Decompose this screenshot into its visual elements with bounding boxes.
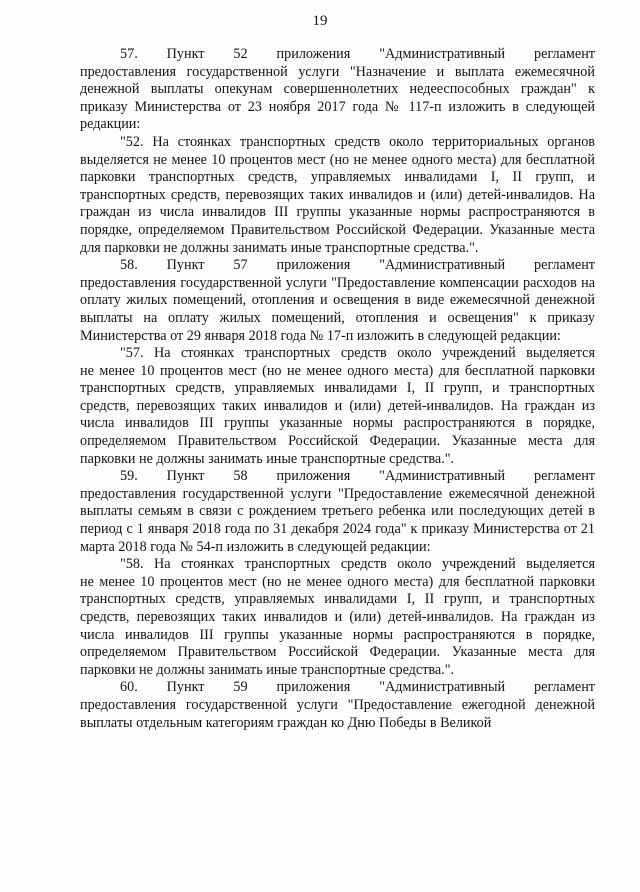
quote-58 <box>80 556 595 679</box>
quote-57-body: не менее 10 процентов мест (но не менее одного места) для бесплатной парковки транспортных средств, управляемых инвалидами I, II групп, и транспортных средств, перевозящих таких инвалидов и (или) детей-инвалидов. На граждан из числа инвалидов III группы указанные нормы распространяются в порядке, определяемом Правительством Российской Федерации. Указанные места для парковки не должны занимать иные транспортные средства.". <box>80 362 595 467</box>
paragraph-58-first-line: 58. Пункт 57 приложения "Административный регламент <box>120 257 595 274</box>
paragraph-60-first-line: 60. Пункт 59 приложения "Административный регламент <box>120 679 595 696</box>
quote-57-first-line: "57. На стоянках транспортных средств около учреждений выделяется <box>120 345 595 362</box>
paragraph-59 <box>80 468 595 556</box>
paragraph-57-first-line: 57. Пункт 52 приложения "Административный регламент <box>120 46 595 62</box>
paragraph-60 <box>80 679 595 732</box>
paragraph-57 <box>80 46 595 134</box>
paragraph-58 <box>80 257 595 345</box>
paragraph-59-body: предоставления государственной услуги "Предоставление ежемесячной денежной выплаты семьям в связи с рождением третьего ребенка или последующих детей в период с 1 января 2018 года по 31 декабря 2024 года" к приказу Министерства от 21 марта 2018 года № 54-п изложить в следующей редакции: <box>80 485 595 555</box>
page-number: 19 <box>312 13 328 29</box>
quote-57 <box>80 345 595 468</box>
quote-52-first-line: "52. На стоянках транспортных средств около территориальных органов <box>120 133 595 150</box>
quote-58-body: не менее 10 процентов мест (но не менее одного места) для бесплатной парковки транспортных средств, управляемых инвалидами I, II групп, и транспортных средств, перевозящих таких инвалидов и (или) детей-инвалидов. На граждан из числа инвалидов III группы указанные нормы распространяются в порядке, определяемом Правительством Российской Федерации. Указанные места для парковки не должны занимать иные транспортные средства.". <box>80 573 595 678</box>
paragraph-60-body: предоставления государственной услуги "Предоставление ежегодной денежной выплаты отдельным категориям граждан ко Дню Победы в Великой <box>80 696 595 731</box>
quote-52-body: выделяется не менее 10 процентов мест (но не менее одного места) для бесплатной парковки транспортных средств, управляемых инвалидами I, II групп, и транспортных средств, перевозящих таких инвалидов и (или) детей-инвалидов. На граждан из числа инвалидов III группы указанные нормы распространяются в порядке, определяемом Правительством Российской Федерации. Указанные места для парковки не должны занимать иные транспортные средства.". <box>80 151 595 256</box>
document-body <box>80 46 595 732</box>
quote-58-first-line: "58. На стоянках транспортных средств около учреждений выделяется <box>120 556 595 573</box>
paragraph-57-body: предоставления государственной услуги "Назначение и выплата ежемесячной денежной выплаты опекунам совершеннолетних недееспособных граждан" к приказу Министерства от 23 ноября 2017 года № 117-п изложить в следующей редакции: <box>80 63 595 133</box>
paragraph-58-body: предоставления государственной услуги "Предоставление компенсации расходов на оплату жилых помещений, отопления и освещения в виде ежемесячной денежной выплаты на оплату жилых помещений, отопления и освещения" к приказу Министерства от 29 января 2018 года № 17-п изложить в следующей редакции: <box>80 274 595 344</box>
paragraph-59-first-line: 59. Пункт 58 приложения "Административный регламент <box>120 468 595 485</box>
quote-52 <box>80 134 595 257</box>
